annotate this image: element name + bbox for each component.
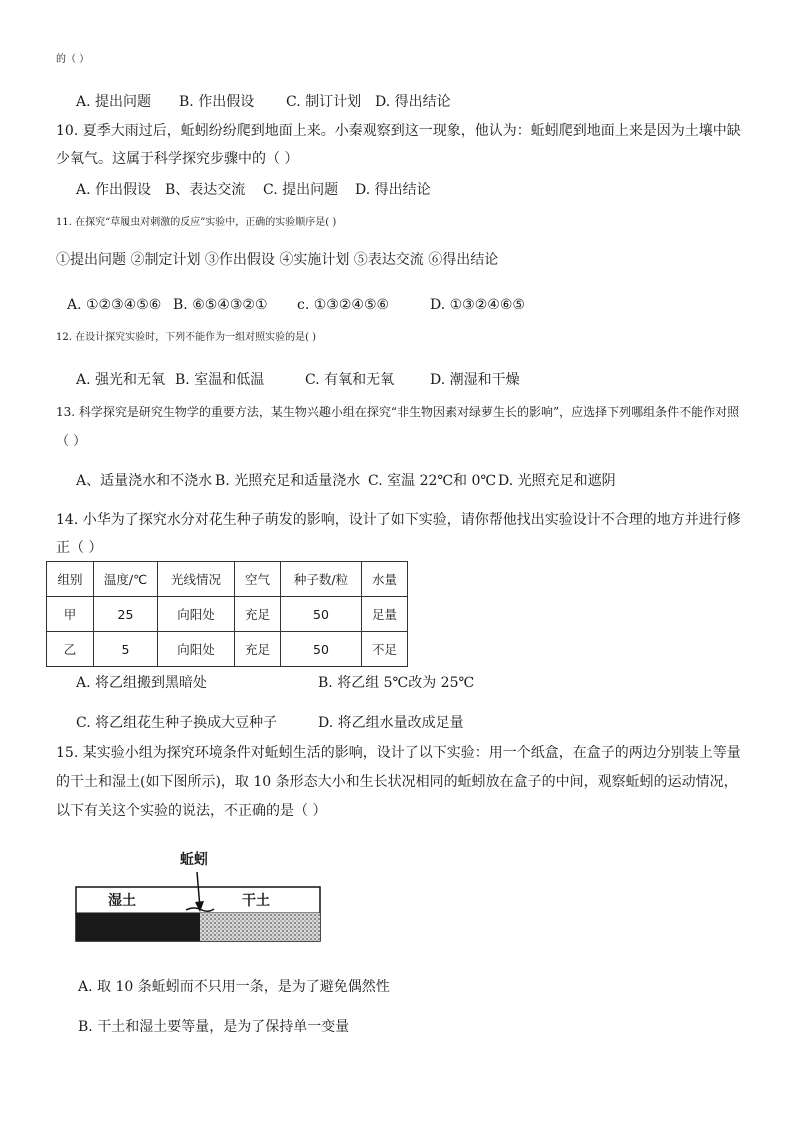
q10-option-a: A. 作出假设 <box>76 182 152 198</box>
table-cell: 50 <box>281 632 362 667</box>
q13-option-a: A、适量浇水和不浇水 <box>76 473 213 489</box>
q10-option-c: C. 提出问题 <box>263 182 339 198</box>
q12-option-d: D. 潮湿和干燥 <box>430 372 520 388</box>
q12-stem: 12. 在设计探究实验时，下列不能作为一组对照实验的是( ) <box>56 332 317 343</box>
table-cell: 5 <box>94 632 158 667</box>
q14-option-c: C. 将乙组花生种子换成大豆种子 <box>76 715 278 731</box>
q14-option-d: D. 将乙组水量改成足量 <box>318 715 464 731</box>
table-cell: 50 <box>281 597 362 632</box>
q11-option-d: D. ①③②④⑥⑤ <box>430 297 525 313</box>
table-cell: 充足 <box>235 632 281 667</box>
q15-option-b: B. 干土和湿土要等量，是为了保持单一变量 <box>78 1019 350 1035</box>
table-cell: 足量 <box>362 597 408 632</box>
table-header-cell: 水量 <box>362 562 408 597</box>
q14-option-a: A. 将乙组搬到黑暗处 <box>76 675 208 691</box>
table-cell: 向阳处 <box>158 632 235 667</box>
q14-stem-line1: 14. 小华为了探究水分对花生种子萌发的影响，设计了如下实验，请你帮他找出实验设计不合理的地方并进行修 <box>56 512 741 528</box>
table-cell: 向阳处 <box>158 597 235 632</box>
table-header-cell: 温度/℃ <box>94 562 158 597</box>
wet-soil-fill <box>76 913 200 941</box>
q13-stem-line2: （ ） <box>56 434 87 449</box>
earthworm-box-figure <box>74 850 324 945</box>
q9-option-b: B. 作出假设 <box>179 94 255 110</box>
q12-option-a: A. 强光和无氧 <box>76 372 166 388</box>
q15-stem-line2: 的干土和湿土(如下图所示)，取 10 条形态大小和生长状况相同的蚯蚓放在盒子的中间，观察蚯蚓的运动情况， <box>56 774 738 790</box>
label-dry-soil: 干土 <box>242 893 270 909</box>
table-header-cell: 空气 <box>235 562 281 597</box>
q15-option-a: A. 取 10 条蚯蚓而不只用一条，是为了避免偶然性 <box>78 979 390 995</box>
q14-stem-line2: 正（ ） <box>56 540 103 556</box>
q11-option-a: A. ①②③④⑤⑥ <box>67 297 162 313</box>
label-earthworm: 蚯蚓 <box>180 852 208 868</box>
q9-option-d: D. 得出结论 <box>375 94 451 110</box>
table-header-cell: 光线情况 <box>158 562 235 597</box>
table-cell: 25 <box>94 597 158 632</box>
q15-stem-line3: 以下有关这个实验的说法，不正确的是（ ） <box>56 803 327 819</box>
q10-stem-line2: 少氧气。这属于科学探究步骤中的（ ） <box>56 151 299 167</box>
q14-option-b: B. 将乙组 5℃改为 25℃ <box>318 675 475 691</box>
label-wet-soil: 湿土 <box>108 893 136 909</box>
q13-option-b: B. 光照充足和适量浇水 <box>215 473 361 489</box>
q9-stem-tail: 的（ ） <box>56 54 90 65</box>
q10-option-d: D. 得出结论 <box>355 182 431 198</box>
q11-steps: ①提出问题 ②制定计划 ③作出假设 ④实施计划 ⑤表达交流 ⑥得出结论 <box>56 252 499 268</box>
experiment-table <box>46 561 408 667</box>
q13-stem-line1: 13. 科学探究是研究生物学的重要方法，某生物兴趣小组在探究“非生物因素对绿萝生长的影响”，应选择下列哪组条件不能作对照 <box>56 405 740 419</box>
table-header-cell: 组别 <box>47 562 94 597</box>
table-cell: 乙 <box>47 632 94 667</box>
q11-option-c: c. ①③②④⑤⑥ <box>297 297 390 313</box>
table-cell: 不足 <box>362 632 408 667</box>
table-cell: 充足 <box>235 597 281 632</box>
q9-option-c: C. 制订计划 <box>286 94 362 110</box>
q15-stem-line1: 15. 某实验小组为探究环境条件对蚯蚓生活的影响，设计了以下实验：用一个纸盒，在盒子的两边分别装上等量 <box>56 745 741 761</box>
dry-soil-fill <box>200 913 320 941</box>
q12-option-c: C. 有氧和无氧 <box>305 372 395 388</box>
table-cell: 甲 <box>47 597 94 632</box>
q10-stem-line1: 10. 夏季大雨过后，蚯蚓纷纷爬到地面上来。小秦观察到这一现象，他认为：蚯蚓爬到地面上来是因为土壤中缺 <box>56 123 741 139</box>
q10-option-b: B、表达交流 <box>165 182 246 198</box>
q9-option-a: A. 提出问题 <box>76 94 152 110</box>
q13-option-d: D. 光照充足和遮阴 <box>498 473 616 489</box>
table-row <box>47 597 408 632</box>
q11-option-b: B. ⑥⑤④③②① <box>173 297 268 313</box>
table-header-cell: 种子数/粒 <box>281 562 362 597</box>
q13-option-c: C. 室温 22℃和 0℃ <box>368 473 497 489</box>
q11-stem: 11. 在探究“草履虫对刺激的反应”实验中，正确的实验顺序是( ) <box>56 217 337 228</box>
table-row <box>47 632 408 667</box>
q12-option-b: B. 室温和低温 <box>175 372 265 388</box>
table-header-row <box>47 562 408 597</box>
